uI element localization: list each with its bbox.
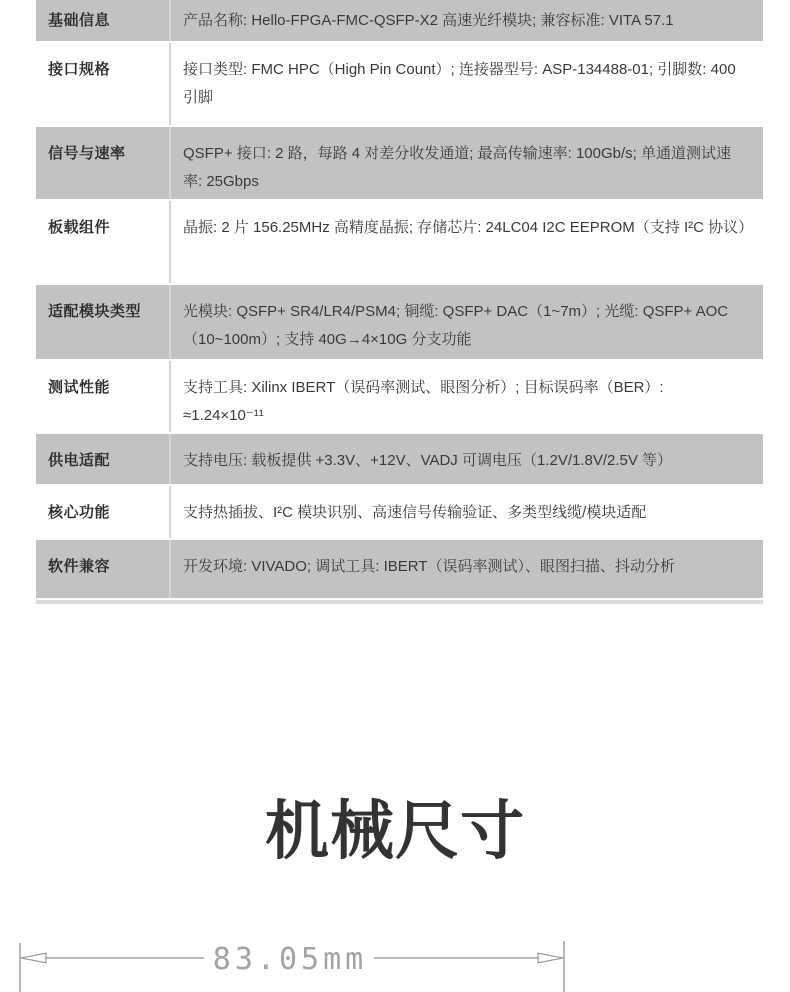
spec-label: 适配模块类型 (36, 285, 171, 359)
spec-label: 软件兼容 (36, 540, 171, 598)
section-heading-mechanical-dimensions: 机械尺寸 (265, 795, 525, 867)
spec-row (36, 43, 763, 127)
spec-value: 支持热插拔、I²C 模块识别、高速信号传输验证、多类型线缆/模块适配 (183, 504, 647, 521)
dimension-arrow-left-icon (21, 953, 46, 963)
dimension-arrow-right-icon (538, 953, 563, 963)
spec-label: 测试性能 (36, 361, 171, 432)
spec-label: 信号与速率 (36, 127, 171, 199)
spec-table (36, 0, 763, 604)
spec-label: 核心功能 (36, 486, 171, 538)
spec-row (36, 127, 763, 201)
spec-value: 开发环境: VIVADO; 调试工具: IBERT（误码率测试）、眼图扫描、抖动分析 (183, 558, 675, 575)
spec-label: 基础信息 (36, 0, 171, 41)
spec-value: 支持工具: Xilinx IBERT（误码率测试、眼图分析）; 目标误码率（BER）: ≈1.24×10⁻¹¹ (183, 379, 664, 424)
spec-label: 接口规格 (36, 43, 171, 125)
dimension-value: 83.05mm (212, 942, 368, 977)
spec-label: 供电适配 (36, 434, 171, 484)
spec-value: QSFP+ 接口: 2 路，每路 4 对差分收发通道; 最高传输速率: 100Gb/s; 单通道测试速率: 25Gbps (183, 145, 732, 190)
spec-label: 板载组件 (36, 201, 171, 283)
spec-row (36, 285, 763, 361)
spec-row (36, 201, 763, 285)
spec-value: 支持电压: 载板提供 +3.3V、+12V、VADJ 可调电压（1.2V/1.8V/2.5V 等） (183, 452, 673, 469)
spec-row (36, 434, 763, 486)
spec-row (36, 540, 763, 600)
spec-value: 产品名称: Hello-FPGA-FMC-QSFP-X2 高速光纤模块; 兼容标准: VITA 57.1 (183, 12, 674, 29)
spec-value: 光模块: QSFP+ SR4/LR4/PSM4; 铜缆: QSFP+ DAC（1~7m）; 光缆: QSFP+ AOC（10~100m）; 支持 40G→4×10G 分支功能 (183, 303, 729, 348)
spec-row (36, 0, 763, 43)
dimension-figure (0, 935, 790, 992)
spec-row (36, 361, 763, 434)
spec-value: 接口类型: FMC HPC（High Pin Count）; 连接器型号: ASP-134488-01; 引脚数: 400 引脚 (183, 61, 736, 106)
spec-value: 晶振: 2 片 156.25MHz 高精度晶振; 存储芯片: 24LC04 I2C EEPROM（支持 I²C 协议） (183, 219, 754, 236)
spec-row (36, 486, 763, 540)
